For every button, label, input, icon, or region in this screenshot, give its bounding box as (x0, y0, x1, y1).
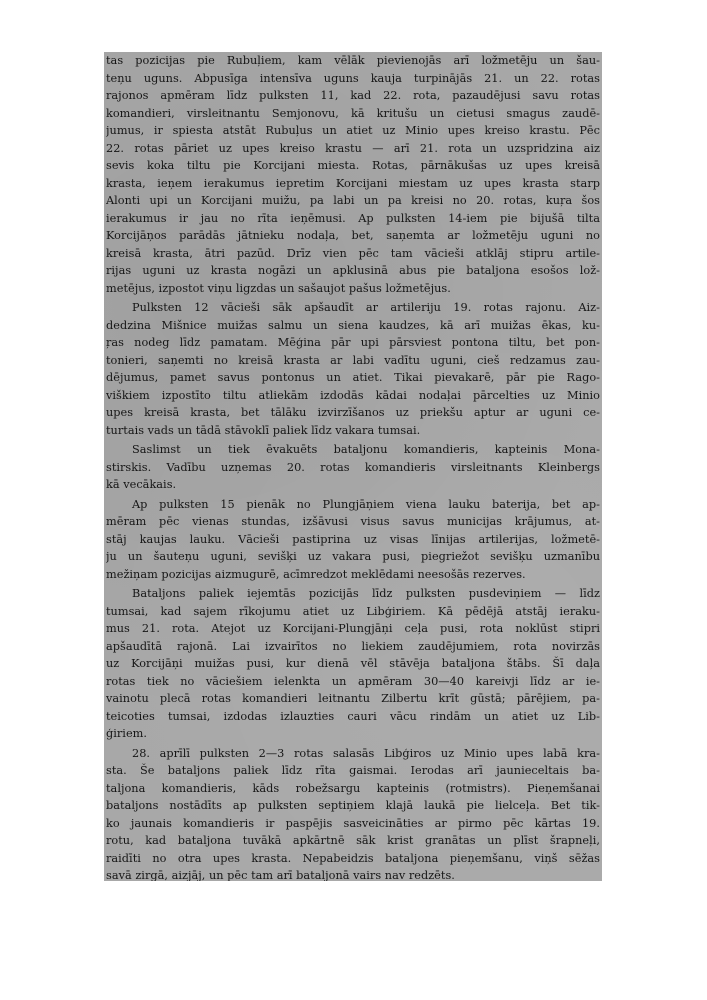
paragraph (106, 52, 600, 297)
text-line: ierakumus ir jau no rīta ieņēmusi. Ap pulksten 14-iem pie bijušā tilta (106, 211, 600, 225)
text-line: turtais vads un tādā stāvoklī paliek līdz vakara tumsai. (106, 423, 421, 437)
text-line: apšaudītā rajonā. Lai izvairītos no liekiem zaudējumiem, rota novirzās (106, 639, 600, 653)
text-line: vainotu plecā rotas komandieri leitnantu Zilbertu krīt gūstā; pārējiem, pa- (106, 692, 600, 705)
paragraph (106, 496, 600, 584)
text-line: dedzina Mišnice muižas salmu un siena kaudzes, kā arī muižas ēkas, ku- (106, 318, 600, 332)
text-line: jumus, ir spiesta atstāt Rubuļus un atiet uz Minio upes kreiso krastu. Pēc (106, 124, 600, 137)
text-line: uz Korcijāņi muižas pusi, kur dienā vēl stāvēja bataljona štābs. Šī daļa (106, 657, 600, 670)
text-line: taljona komandieris, kāds robežsargu kapteinis (rotmistrs). Pieņemšanai (106, 781, 600, 795)
paragraph (106, 299, 600, 439)
text-line: stāj kaujas lauku. Vācieši pastiprina uz visas līnijas artilerijas, ložmetē- (106, 532, 600, 546)
text-line: Saslimst un tiek ēvakuēts bataljonu komandieris, kapteinis Mona- (132, 443, 600, 456)
text-line: raidīti no otra upes krasta. Nepabeidzis bataljona pieņemšanu, viņš sēžas (106, 851, 600, 865)
text-line: metējus, izpostot viņu ligzdas un sašaujot pašus ložmetējus. (106, 281, 451, 295)
text-line: ko jaunais komandieris ir paspējis sasveicināties ar pirmo pēc kārtas 19. (106, 816, 600, 830)
text-line: tonieri, saņemti no kreisā krasta ar labi vadītu uguni, cieš redzamus zau- (106, 353, 600, 367)
text-line: sevis koka tiltu pie Korcijani miesta. Rotas, pārnākušas uz upes kreisā (106, 159, 600, 172)
text-line: Bataljons paliek iejemtās pozicijās līdz pulksten pusdeviņiem — līdz (132, 587, 600, 600)
text-line: mus 21. rota. Atejot uz Korcijani-Plungjāņi ceļa pusi, rota noklūst stipri (106, 622, 600, 635)
text-line: rijas uguni uz krasta nogāzi un apklusinā abus pie bataljona esošos lož- (106, 264, 600, 277)
text-line: sta. Še bataljons paliek līdz rīta gaismai. Ierodas arī jaunieceltais ba- (106, 764, 600, 777)
text-line: rotas tiek no vāciešiem ielenkta un apmēram 30—40 kareivji līdz ar ie- (106, 674, 600, 688)
text-line: kā vecākais. (106, 478, 177, 491)
scanned-page (104, 52, 602, 881)
text-line: stirskis. Vadību uzņemas 20. rotas komandieris virsleitnants Kleinbergs (106, 460, 600, 474)
text-line: 28. aprīlī pulksten 2—3 rotas salasās Libģiros uz Minio upes labā kra- (132, 746, 600, 760)
paragraph (106, 585, 600, 743)
text-line: savā zirgā, aizjāj, un pēc tam arī bataljonā vairs nav redzēts. (106, 869, 455, 881)
text-line: tas pozicijas pie Rubuļiem, kam vēlāk pievienojās arī ložmetēju un šau- (106, 54, 600, 67)
text-line: dējumus, pamet savus pontonus un atiet. Tikai pievakarē, pār pie Rago- (106, 371, 600, 384)
page-text (106, 52, 600, 881)
text-line: ŗas nodeg līdz pamatam. Mēģina pār upi pārsviest pontona tiltu, bet pon- (106, 336, 600, 349)
text-line: teņu uguns. Abpusīga intensīva uguns kauja turpinājās 21. un 22. rotas (106, 71, 600, 85)
text-line: krasta, ieņem ierakumus iepretim Korcijani miestam uz upes krasta starp (106, 176, 600, 190)
text-line: Alonti upi un Korcijani muižu, pa labi un pa kreisi no 20. rotas, kuŗa šos (106, 194, 600, 207)
paragraph (106, 441, 600, 494)
text-line: 22. rotas pāriet uz upes kreiso krastu — arī 21. rota un uzspridzina aiz (106, 141, 600, 155)
text-line: bataljons nostādīts ap pulksten septiņiem klajā laukā pie lielceļa. Bet tik- (106, 799, 600, 812)
text-line: ju un šauteņu uguni, sevišķi uz vakara pusi, piegriežot sevišķu uzmanību (106, 550, 600, 563)
text-line: rajonos apmēram līdz pulksten 11, kad 22. rota, pazaudējusi savu rotas (106, 89, 600, 102)
paragraph (106, 745, 600, 882)
text-line: komandieri, virsleitnantu Semjonovu, kā kritušu un cietusi smagus zaudē- (106, 106, 600, 120)
text-line: mežiņam pozicijas aizmugurē, acīmredzot meklēdami neesošās rezerves. (106, 567, 526, 581)
text-line: teicoties tumsai, izdodas izlauzties cauri vācu rindām un atiet uz Lib- (106, 709, 600, 723)
text-line: Ap pulksten 15 pienāk no Plungjāņiem viena lauku baterija, bet ap- (132, 497, 600, 511)
text-line: rotu, kad bataljona tuvākā apkārtnē sāk krist granātas un plīst šrapneļi, (106, 834, 600, 847)
text-line: mēram pēc vienas stundas, izšāvusi visus savus municijas krājumus, at- (106, 515, 600, 528)
text-line: Pulksten 12 vācieši sāk apšaudīt ar artileriju 19. rotas rajonu. Aiz- (132, 301, 600, 314)
text-line: tumsai, kad sajem rīkojumu atiet uz Libģiriem. Kā pēdējā atstāj ieraku- (106, 604, 600, 618)
text-line: viškiem izpostīto tiltu atliekām izdodās kādai nodaļai pārcelties uz Minio (106, 388, 600, 402)
text-line: kreisā krasta, ātri pazūd. Drīz vien pēc tam vācieši atklāj stipru artile- (106, 246, 600, 260)
text-line: upes kreisā krasta, bet tālāku izvirzīšanos uz priekšu aptur ar uguni ce- (106, 406, 600, 419)
text-line: Korcijāņos parādās jātnieku nodaļa, bet, saņemta ar ložmetēju uguni no (106, 229, 600, 242)
text-line: ģiriem. (106, 727, 147, 740)
